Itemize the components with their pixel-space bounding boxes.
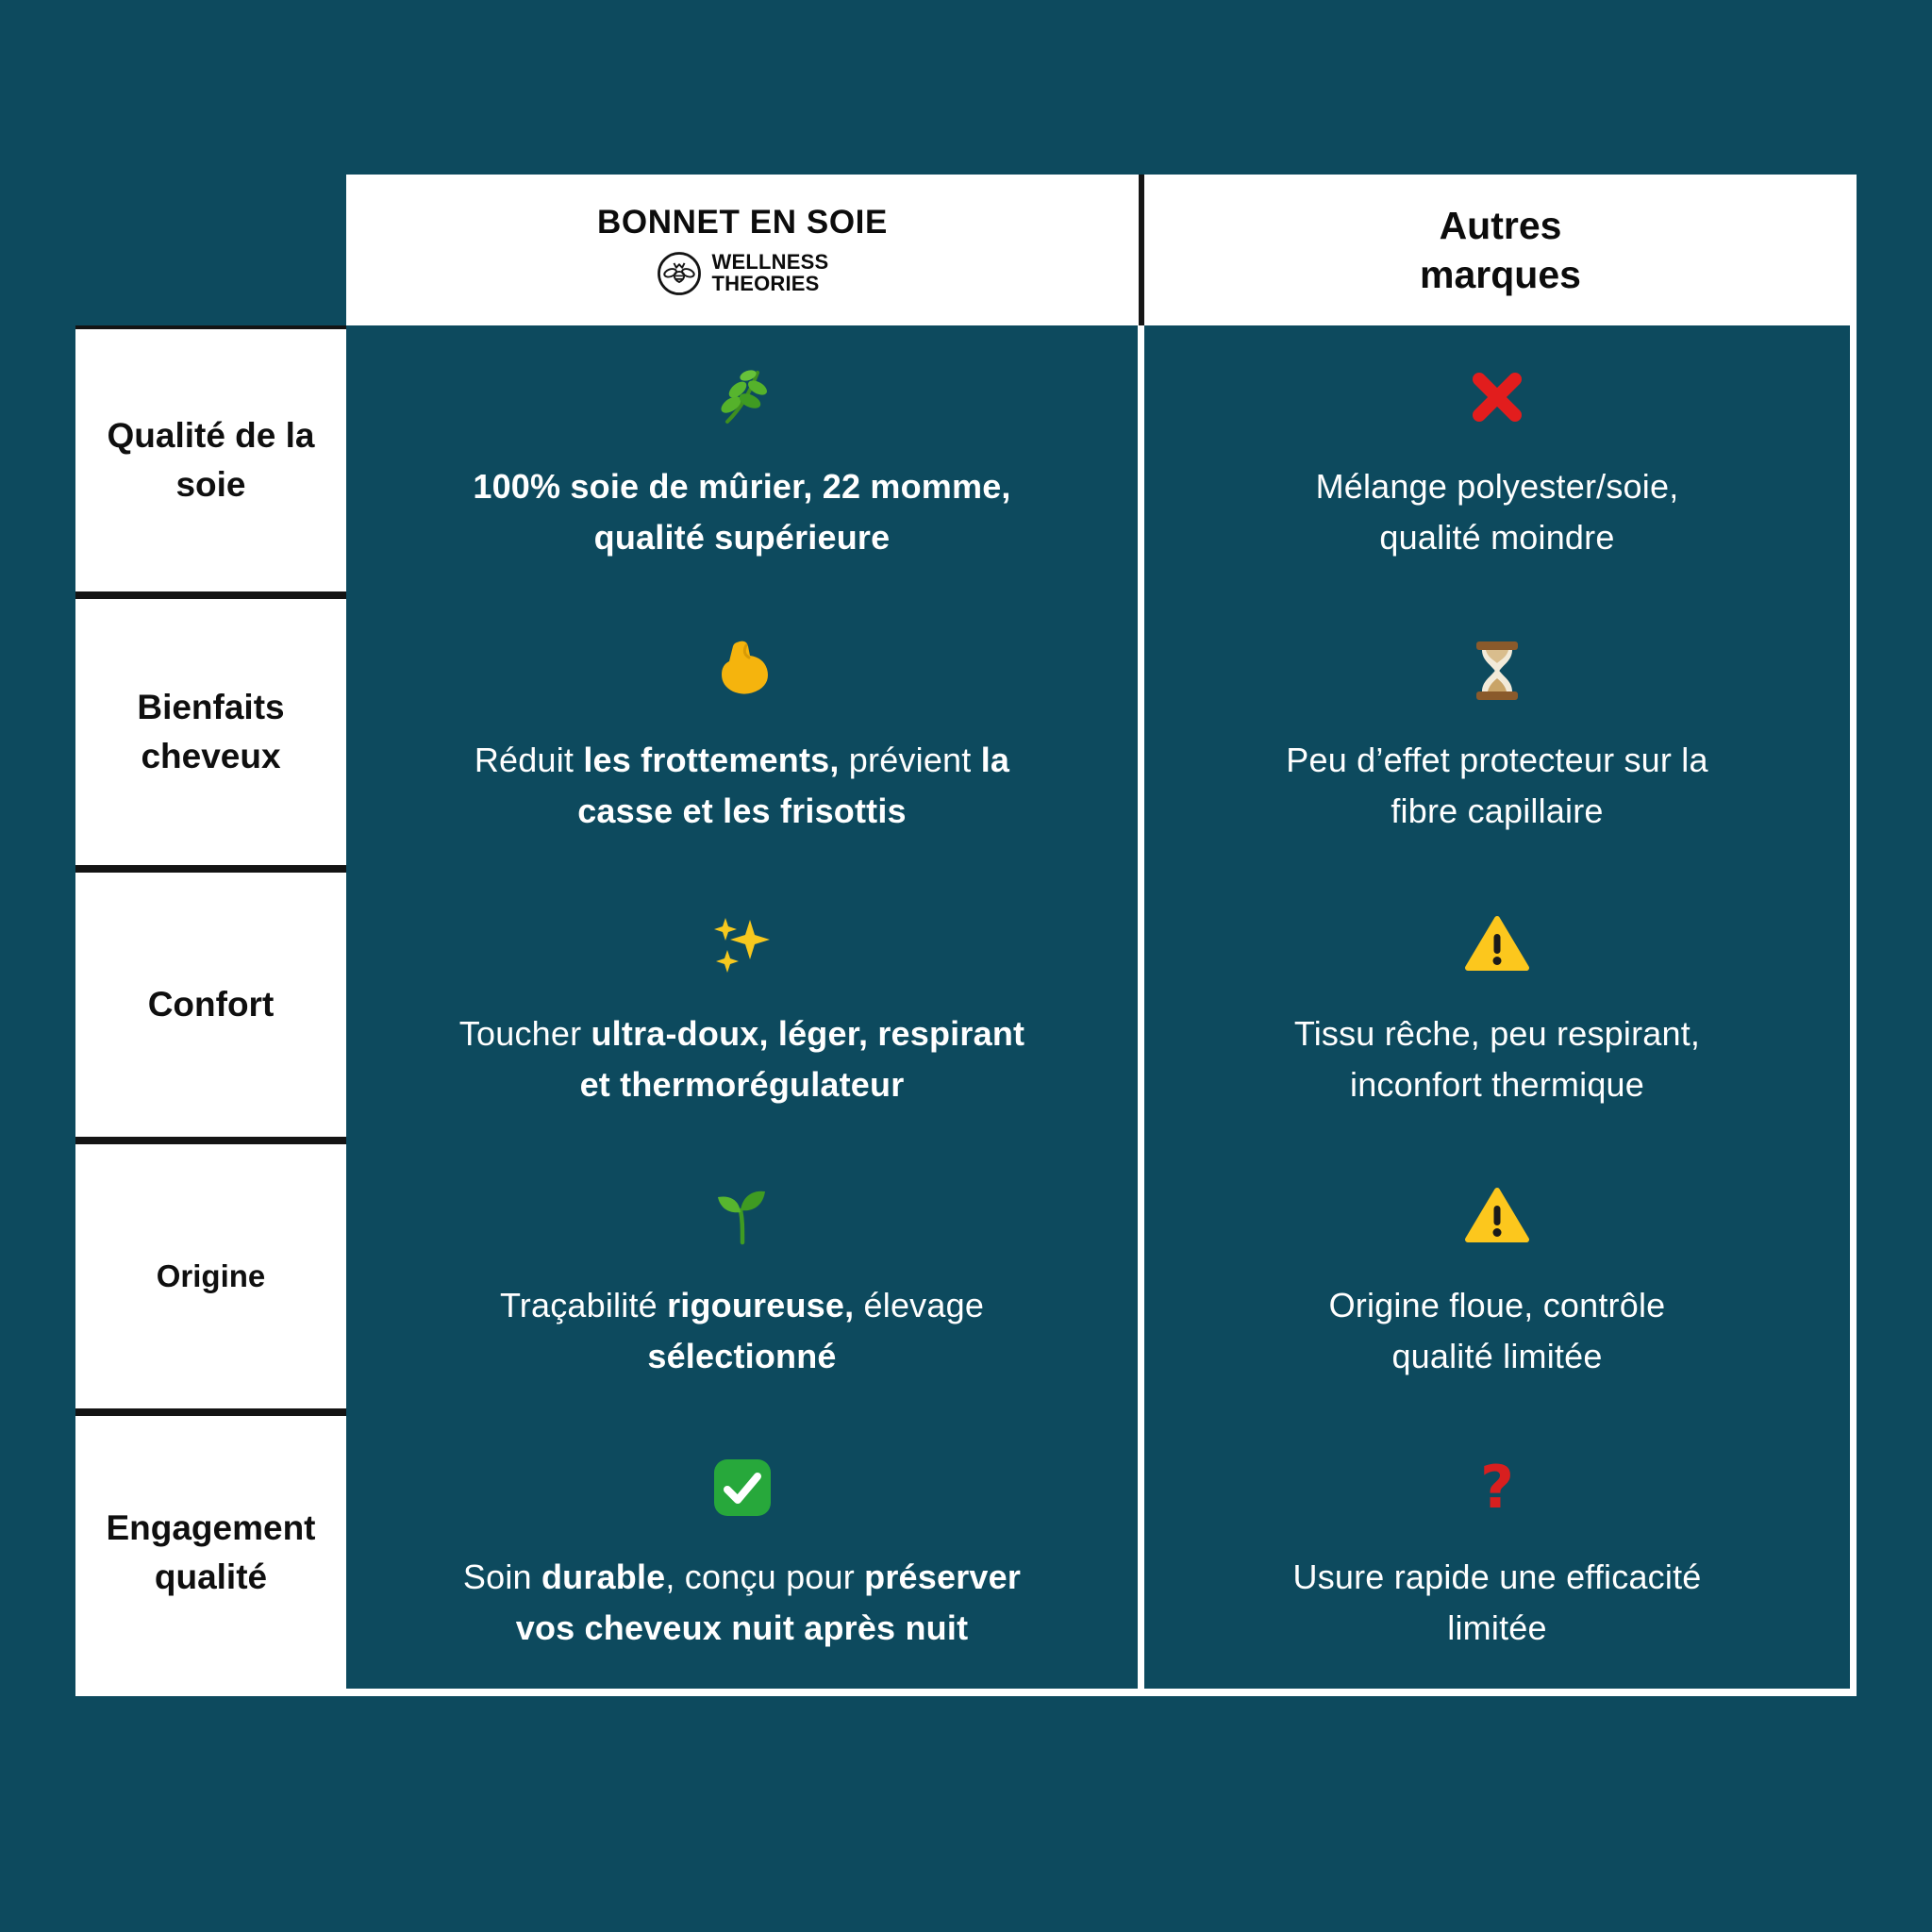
brand-cell-text: Soin durable, conçu pour préserver vos cheveux nuit après nuit xyxy=(462,1557,1022,1647)
competitor-cell-qualite-soie xyxy=(1144,325,1857,599)
competitor-cell-confort xyxy=(1144,873,1857,1144)
competitor-cell-text: Tissu rêche, peu respirant, inconfort thermique xyxy=(1293,1014,1701,1104)
competitor-cell-text: Mélange polyester/soie, qualité moindre xyxy=(1315,467,1679,557)
competitor-cell-text: Usure rapide une efficacité limitée xyxy=(1292,1557,1702,1647)
row-label-text: Engagement qualité xyxy=(106,1507,316,1596)
header-spacer xyxy=(75,175,346,325)
herb-icon xyxy=(708,363,776,431)
warning-icon xyxy=(1463,910,1531,978)
row-label-text: Confort xyxy=(147,985,275,1024)
brand-cell-text: Traçabilité rigoureuse, élevage sélectionné xyxy=(499,1286,985,1375)
row-label-qualite-soie xyxy=(75,325,346,599)
brand-lockup xyxy=(656,250,830,297)
brand-cell-qualite-soie xyxy=(346,325,1144,599)
brand-cell-confort xyxy=(346,873,1144,1144)
row-label-origine xyxy=(75,1144,346,1416)
competitor-cell-text: Peu d’effet protecteur sur la fibre capillaire xyxy=(1286,741,1708,830)
warning-icon xyxy=(1463,1182,1531,1250)
row-label-text: Origine xyxy=(156,1257,266,1293)
comparison-table xyxy=(75,175,1857,1696)
brand-cell-origine xyxy=(346,1144,1144,1416)
header-competitor-column xyxy=(1144,175,1857,325)
bee-logo-icon xyxy=(656,250,703,297)
brand-cell-text: Toucher ultra-doux, léger, respirant et thermorégulateur xyxy=(458,1014,1025,1104)
check-mark-icon xyxy=(708,1454,776,1522)
question-mark-icon xyxy=(1463,1454,1531,1522)
sparkles-icon xyxy=(708,910,776,978)
competitor-cell-text: Origine floue, contrôle qualité limitée xyxy=(1328,1286,1666,1375)
brand-name: WELLNESS THEORIES xyxy=(711,249,829,295)
row-label-confort xyxy=(75,873,346,1144)
brand-cell-engagement xyxy=(346,1416,1144,1689)
row-label-bienfaits-cheveux xyxy=(75,599,346,873)
row-label-text: Qualité de la soie xyxy=(107,416,315,504)
cross-mark-icon xyxy=(1463,363,1531,431)
competitor-name: Autres marques xyxy=(1420,203,1581,296)
brand-cell-text: 100% soie de mûrier, 22 momme, qualité supérieure xyxy=(473,467,1011,557)
seedling-icon xyxy=(708,1182,776,1250)
brand-cell-text: Réduit les frottements, prévient la casse et les frisottis xyxy=(474,741,1010,830)
flexed-biceps-icon xyxy=(708,637,776,705)
brand-cell-bienfaits xyxy=(346,599,1144,873)
header-brand-column xyxy=(346,175,1144,325)
row-label-text: Bienfaits cheveux xyxy=(137,688,285,775)
competitor-cell-origine xyxy=(1144,1144,1857,1416)
competitor-cell-engagement xyxy=(1144,1416,1857,1689)
brand-column-title: BONNET EN SOIE xyxy=(597,203,888,241)
hourglass-icon xyxy=(1463,637,1531,705)
competitor-cell-bienfaits xyxy=(1144,599,1857,873)
row-label-engagement-qualite xyxy=(75,1416,346,1689)
